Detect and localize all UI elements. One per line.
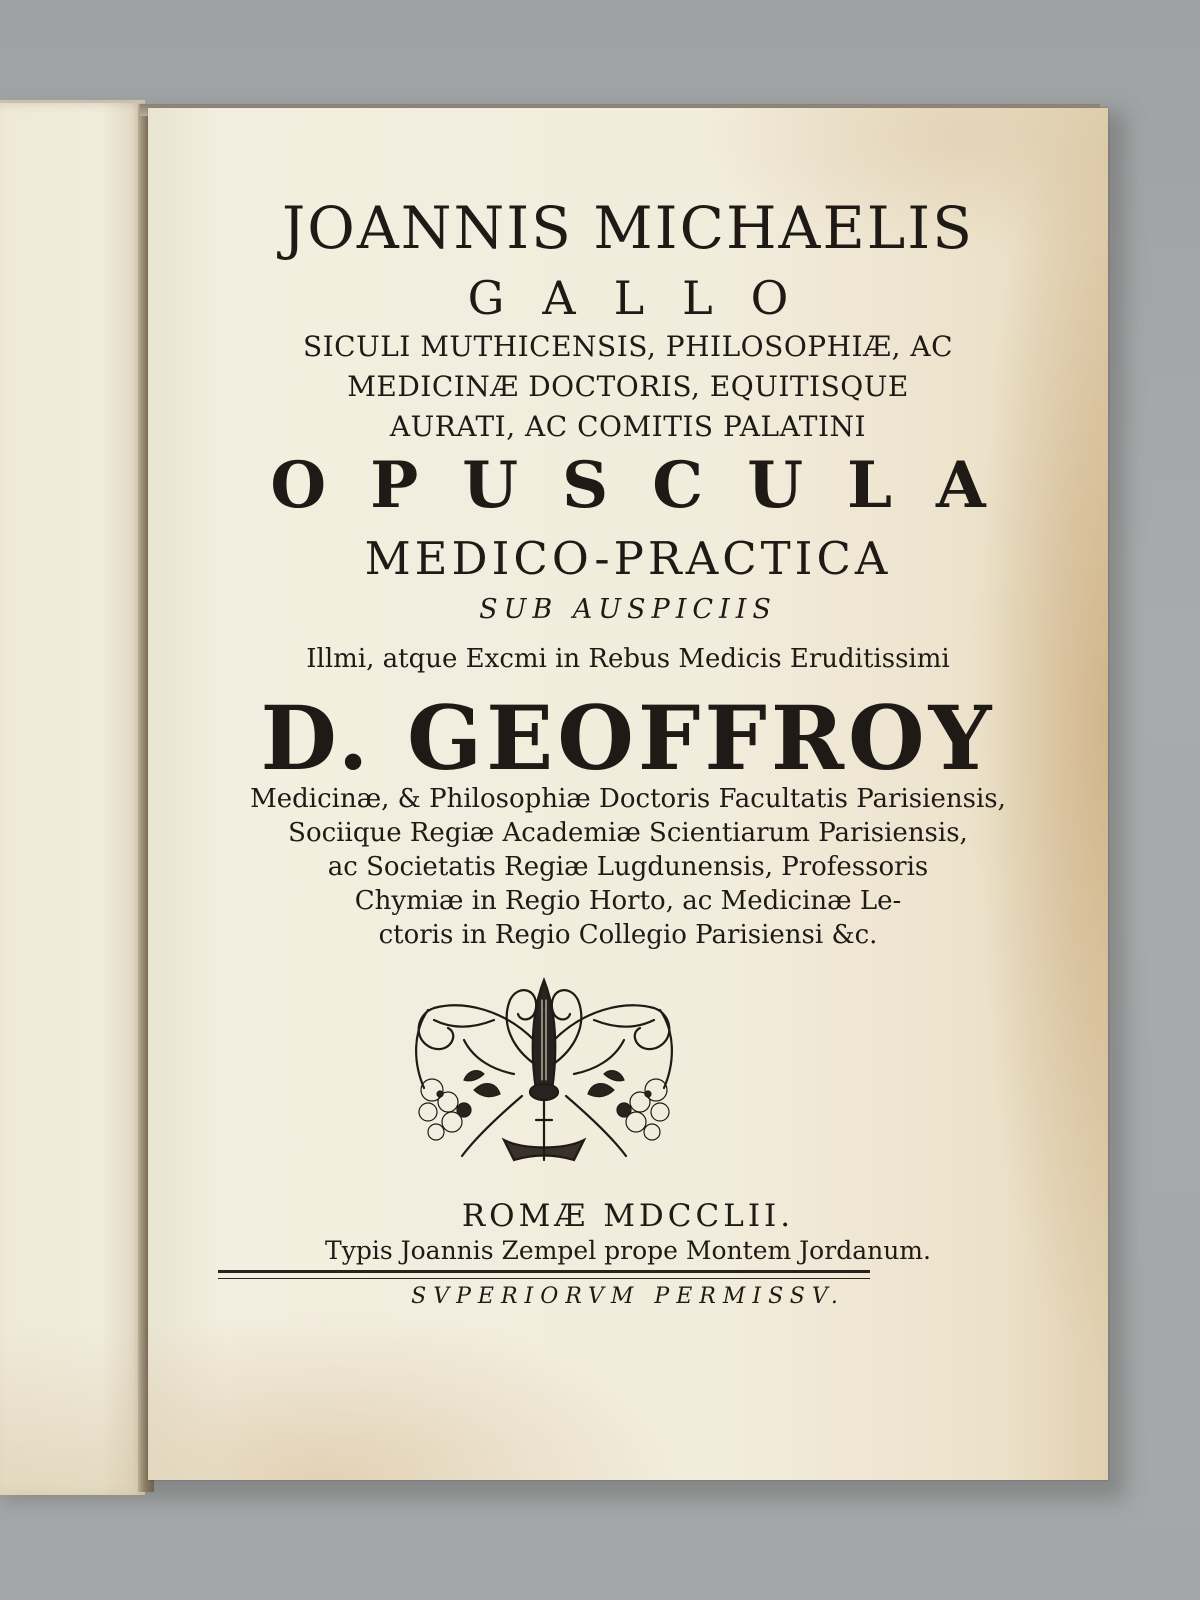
dedication-line: Illmi, atque Excmi in Rebus Medicis Eruditissimi xyxy=(306,644,950,674)
author-surname: GALLO xyxy=(467,271,827,325)
title-page-content xyxy=(148,108,1108,1480)
left-flyleaf-page xyxy=(0,100,145,1495)
dedicatee-title-line-1: Medicinæ, & Philosophiæ Doctoris Facultatis Parisiensis, xyxy=(250,784,1006,814)
title-page xyxy=(148,108,1108,1480)
work-subtitle: MEDICO-PRACTICA xyxy=(364,532,892,585)
imprint-rule-thin xyxy=(218,1278,870,1279)
imprint-rule-thick xyxy=(218,1270,870,1273)
dedicatee-title-line-3: ac Societatis Regiæ Lugdunensis, Professoris xyxy=(327,852,929,882)
author-title-line-1: SICULI MUTHICENSIS, PHILOSOPHIÆ, AC xyxy=(302,330,954,363)
imprint-place-date: ROMÆ MDCCLII. xyxy=(461,1198,795,1234)
author-name: JOANNIS MICHAELIS xyxy=(282,194,974,262)
dedicatee-title-line-5: ctoris in Regio Collegio Parisiensi &c. xyxy=(378,920,878,950)
dedication-intro: SUB AUSPICIIS xyxy=(479,594,777,625)
printer-line: Typis Joannis Zempel prope Montem Jordanum. xyxy=(325,1236,931,1265)
fleur-de-lis-floral-vignette-icon xyxy=(404,970,684,1170)
dedicatee-title-line-4: Chymiæ in Regio Horto, ac Medicinæ Le- xyxy=(354,886,902,916)
author-title-line-3: AURATI, AC COMITIS PALATINI xyxy=(389,410,867,443)
dedicatee-title-line-2: Sociique Regiæ Academiæ Scientiarum Parisiensis, xyxy=(288,818,968,848)
work-title: OPUSCULA xyxy=(270,448,1030,523)
permission-line: SVPERIORVM PERMISSV. xyxy=(411,1284,845,1309)
author-title-line-2: MEDICINÆ DOCTORIS, EQUITISQUE xyxy=(347,370,909,403)
dedicatee-name: D. GEOFFROY xyxy=(260,686,996,790)
flyleaf-foxing xyxy=(0,1325,145,1495)
